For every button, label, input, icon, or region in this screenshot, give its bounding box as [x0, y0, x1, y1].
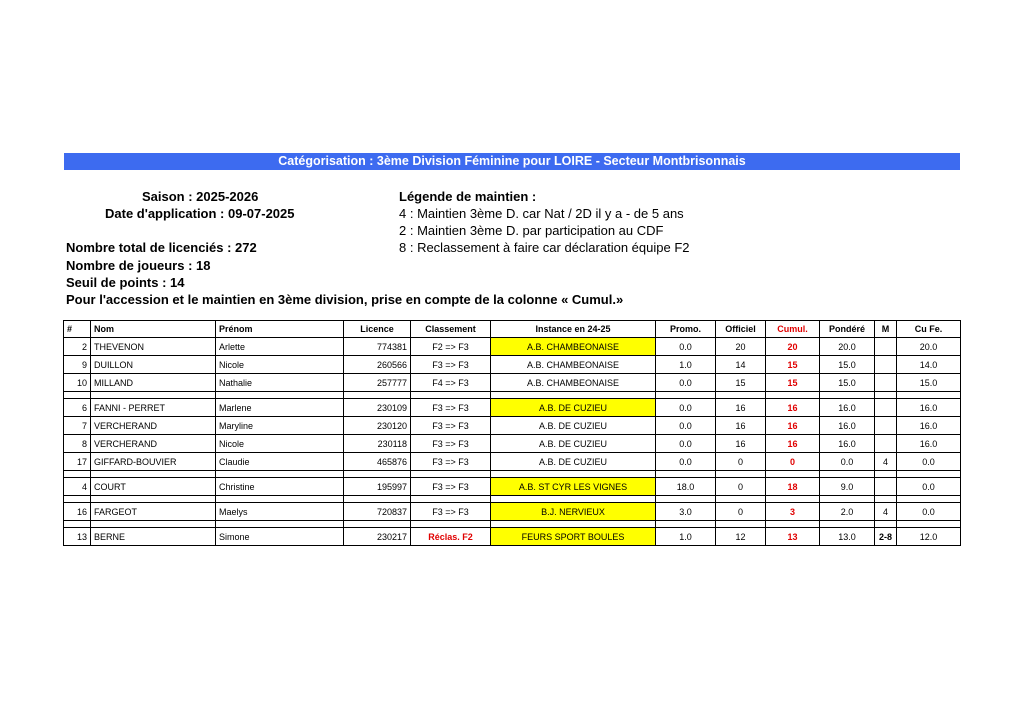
cell-pondere: 9.0: [820, 478, 875, 496]
col-header-cufe: Cu Fe.: [897, 321, 961, 338]
cell-m: 4: [875, 503, 897, 521]
cell-pondere: 2.0: [820, 503, 875, 521]
cell-cufe: 0.0: [897, 503, 961, 521]
cell-m: [875, 338, 897, 356]
separator-cell: [216, 392, 344, 399]
cell-m: 4: [875, 453, 897, 471]
separator-cell: [64, 392, 91, 399]
separator-cell: [216, 521, 344, 528]
separator-cell: [216, 496, 344, 503]
separator-cell: [491, 392, 656, 399]
cell-promo: 0.0: [656, 399, 716, 417]
cell-pondere: 15.0: [820, 374, 875, 392]
separator-cell: [766, 496, 820, 503]
cell-classement: F3 => F3: [411, 417, 491, 435]
legende-item-8: 8 : Reclassement à faire car déclaration équipe F2: [399, 240, 690, 255]
cell-nom: THEVENON: [91, 338, 216, 356]
cell-cumul: 16: [766, 399, 820, 417]
cell-classement: F3 => F3: [411, 435, 491, 453]
total-licencies-label: Nombre total de licenciés : 272: [66, 240, 257, 255]
separator-cell: [344, 471, 411, 478]
cell-cumul: 16: [766, 417, 820, 435]
cell-prenom: Claudie: [216, 453, 344, 471]
separator-cell: [411, 471, 491, 478]
cell-prenom: Maelys: [216, 503, 344, 521]
cell-cumul: 3: [766, 503, 820, 521]
separator-cell: [91, 392, 216, 399]
cell-num: 7: [64, 417, 91, 435]
col-header-cumul: Cumul.: [766, 321, 820, 338]
cell-promo: 0.0: [656, 374, 716, 392]
col-header-pondere: Pondéré: [820, 321, 875, 338]
table-body: [64, 338, 961, 546]
cell-officiel: 16: [716, 417, 766, 435]
cell-cufe: 14.0: [897, 356, 961, 374]
cell-licence: 260566: [344, 356, 411, 374]
cell-m: [875, 435, 897, 453]
players-table: [63, 320, 961, 546]
cell-nom: DUILLON: [91, 356, 216, 374]
separator-cell: [91, 471, 216, 478]
cell-licence: 230217: [344, 528, 411, 546]
cell-cufe: 15.0: [897, 374, 961, 392]
cell-instance: A.B. DE CUZIEU: [491, 399, 656, 417]
cell-instance: A.B. CHAMBEONAISE: [491, 374, 656, 392]
separator-cell: [820, 471, 875, 478]
separator-cell: [766, 392, 820, 399]
cell-officiel: 16: [716, 399, 766, 417]
table-row: [64, 435, 961, 453]
cell-num: 2: [64, 338, 91, 356]
seuil-points-label: Seuil de points : 14: [66, 275, 185, 290]
cell-prenom: Nicole: [216, 435, 344, 453]
cell-num: 9: [64, 356, 91, 374]
cell-promo: 0.0: [656, 417, 716, 435]
table-row: [64, 374, 961, 392]
cell-officiel: 0: [716, 453, 766, 471]
separator-cell: [820, 496, 875, 503]
separator-cell: [411, 521, 491, 528]
separator-cell: [344, 496, 411, 503]
legende-title: Légende de maintien :: [399, 189, 537, 204]
cell-licence: 230120: [344, 417, 411, 435]
cell-num: 8: [64, 435, 91, 453]
cell-cumul: 16: [766, 435, 820, 453]
separator-cell: [491, 496, 656, 503]
cell-nom: VERCHERAND: [91, 435, 216, 453]
cell-num: 6: [64, 399, 91, 417]
cell-instance: A.B. DE CUZIEU: [491, 417, 656, 435]
cell-promo: 3.0: [656, 503, 716, 521]
cell-pondere: 0.0: [820, 453, 875, 471]
cell-classement: F3 => F3: [411, 478, 491, 496]
separator-cell: [875, 496, 897, 503]
separator-cell: [766, 471, 820, 478]
cell-licence: 465876: [344, 453, 411, 471]
separator-cell: [656, 496, 716, 503]
cell-cufe: 12.0: [897, 528, 961, 546]
cell-m: [875, 356, 897, 374]
cell-licence: 257777: [344, 374, 411, 392]
page-banner-title: Catégorisation : 3ème Division Féminine pour LOIRE - Secteur Montbrisonnais: [64, 153, 960, 170]
cell-officiel: 0: [716, 478, 766, 496]
cell-classement: Réclas. F2: [411, 528, 491, 546]
separator-cell: [656, 521, 716, 528]
separator-cell: [64, 496, 91, 503]
separator-cell: [766, 521, 820, 528]
separator-cell: [344, 521, 411, 528]
col-header-officiel: Officiel: [716, 321, 766, 338]
cell-instance: A.B. DE CUZIEU: [491, 435, 656, 453]
cell-num: 10: [64, 374, 91, 392]
cell-m: 2-8: [875, 528, 897, 546]
separator-cell: [897, 392, 961, 399]
separator-cell: [875, 392, 897, 399]
separator-cell: [716, 521, 766, 528]
separator-cell: [91, 521, 216, 528]
cell-pondere: 16.0: [820, 435, 875, 453]
cell-num: 13: [64, 528, 91, 546]
accession-note: Pour l'accession et le maintien en 3ème division, prise en compte de la colonne « Cumul.»: [66, 292, 624, 307]
separator-cell: [716, 471, 766, 478]
cell-prenom: Arlette: [216, 338, 344, 356]
group-separator-row: [64, 471, 961, 478]
group-separator-row: [64, 392, 961, 399]
cell-cufe: 16.0: [897, 417, 961, 435]
separator-cell: [820, 521, 875, 528]
table-row: [64, 399, 961, 417]
cell-nom: MILLAND: [91, 374, 216, 392]
table-row: [64, 503, 961, 521]
separator-cell: [491, 471, 656, 478]
separator-cell: [716, 496, 766, 503]
cell-licence: 195997: [344, 478, 411, 496]
cell-officiel: 14: [716, 356, 766, 374]
cell-cumul: 15: [766, 356, 820, 374]
cell-cufe: 20.0: [897, 338, 961, 356]
cell-prenom: Christine: [216, 478, 344, 496]
cell-instance: A.B. ST CYR LES VIGNES: [491, 478, 656, 496]
cell-classement: F3 => F3: [411, 356, 491, 374]
cell-cumul: 18: [766, 478, 820, 496]
cell-officiel: 12: [716, 528, 766, 546]
cell-classement: F4 => F3: [411, 374, 491, 392]
separator-cell: [820, 392, 875, 399]
saison-label: Saison : 2025-2026: [142, 189, 259, 204]
table-row: [64, 528, 961, 546]
cell-cumul: 20: [766, 338, 820, 356]
cell-pondere: 15.0: [820, 356, 875, 374]
cell-num: 17: [64, 453, 91, 471]
cell-prenom: Nathalie: [216, 374, 344, 392]
cell-cumul: 13: [766, 528, 820, 546]
separator-cell: [875, 471, 897, 478]
table-row: [64, 417, 961, 435]
cell-m: [875, 478, 897, 496]
table-row: [64, 338, 961, 356]
col-header-nom: Nom: [91, 321, 216, 338]
cell-licence: 774381: [344, 338, 411, 356]
cell-promo: 1.0: [656, 356, 716, 374]
cell-instance: FEURS SPORT BOULES: [491, 528, 656, 546]
cell-promo: 0.0: [656, 453, 716, 471]
separator-cell: [897, 496, 961, 503]
cell-promo: 0.0: [656, 338, 716, 356]
col-header-instance: Instance en 24-25: [491, 321, 656, 338]
cell-prenom: Simone: [216, 528, 344, 546]
cell-nom: FARGEOT: [91, 503, 216, 521]
separator-cell: [216, 471, 344, 478]
cell-officiel: 0: [716, 503, 766, 521]
table-row: [64, 453, 961, 471]
col-header-classement: Classement: [411, 321, 491, 338]
cell-officiel: 16: [716, 435, 766, 453]
cell-nom: GIFFARD-BOUVIER: [91, 453, 216, 471]
cell-prenom: Maryline: [216, 417, 344, 435]
cell-m: [875, 417, 897, 435]
cell-nom: FANNI - PERRET: [91, 399, 216, 417]
cell-prenom: Marlene: [216, 399, 344, 417]
date-application-label: Date d'application : 09-07-2025: [105, 206, 295, 221]
separator-cell: [897, 521, 961, 528]
cell-m: [875, 399, 897, 417]
col-header-promo: Promo.: [656, 321, 716, 338]
separator-cell: [344, 392, 411, 399]
separator-cell: [411, 496, 491, 503]
separator-cell: [64, 521, 91, 528]
cell-promo: 0.0: [656, 435, 716, 453]
legende-item-2: 2 : Maintien 3ème D. par participation au CDF: [399, 223, 664, 238]
cell-licence: 230118: [344, 435, 411, 453]
cell-officiel: 20: [716, 338, 766, 356]
cell-num: 16: [64, 503, 91, 521]
cell-cufe: 0.0: [897, 453, 961, 471]
separator-cell: [656, 392, 716, 399]
nb-joueurs-label: Nombre de joueurs : 18: [66, 258, 211, 273]
cell-instance: A.B. CHAMBEONAISE: [491, 338, 656, 356]
cell-instance: B.J. NERVIEUX: [491, 503, 656, 521]
cell-pondere: 16.0: [820, 417, 875, 435]
legende-item-4: 4 : Maintien 3ème D. car Nat / 2D il y a - de 5 ans: [399, 206, 684, 221]
group-separator-row: [64, 521, 961, 528]
group-separator-row: [64, 496, 961, 503]
cell-classement: F2 => F3: [411, 338, 491, 356]
col-header-num: #: [64, 321, 91, 338]
cell-prenom: Nicole: [216, 356, 344, 374]
cell-pondere: 16.0: [820, 399, 875, 417]
cell-officiel: 15: [716, 374, 766, 392]
cell-nom: BERNE: [91, 528, 216, 546]
cell-classement: F3 => F3: [411, 399, 491, 417]
cell-cufe: 16.0: [897, 399, 961, 417]
separator-cell: [64, 471, 91, 478]
separator-cell: [491, 521, 656, 528]
cell-cumul: 0: [766, 453, 820, 471]
cell-instance: A.B. CHAMBEONAISE: [491, 356, 656, 374]
cell-cufe: 0.0: [897, 478, 961, 496]
col-header-m: M: [875, 321, 897, 338]
cell-classement: F3 => F3: [411, 503, 491, 521]
table-header-row: [64, 321, 961, 338]
table-row: [64, 478, 961, 496]
separator-cell: [897, 471, 961, 478]
cell-nom: COURT: [91, 478, 216, 496]
cell-pondere: 20.0: [820, 338, 875, 356]
separator-cell: [875, 521, 897, 528]
cell-nom: VERCHERAND: [91, 417, 216, 435]
cell-cumul: 15: [766, 374, 820, 392]
cell-promo: 18.0: [656, 478, 716, 496]
cell-licence: 230109: [344, 399, 411, 417]
cell-licence: 720837: [344, 503, 411, 521]
cell-cufe: 16.0: [897, 435, 961, 453]
cell-m: [875, 374, 897, 392]
col-header-prenom: Prénom: [216, 321, 344, 338]
table-row: [64, 356, 961, 374]
cell-pondere: 13.0: [820, 528, 875, 546]
cell-instance: A.B. DE CUZIEU: [491, 453, 656, 471]
cell-num: 4: [64, 478, 91, 496]
separator-cell: [656, 471, 716, 478]
col-header-licence: Licence: [344, 321, 411, 338]
separator-cell: [91, 496, 216, 503]
cell-classement: F3 => F3: [411, 453, 491, 471]
separator-cell: [716, 392, 766, 399]
separator-cell: [411, 392, 491, 399]
cell-promo: 1.0: [656, 528, 716, 546]
